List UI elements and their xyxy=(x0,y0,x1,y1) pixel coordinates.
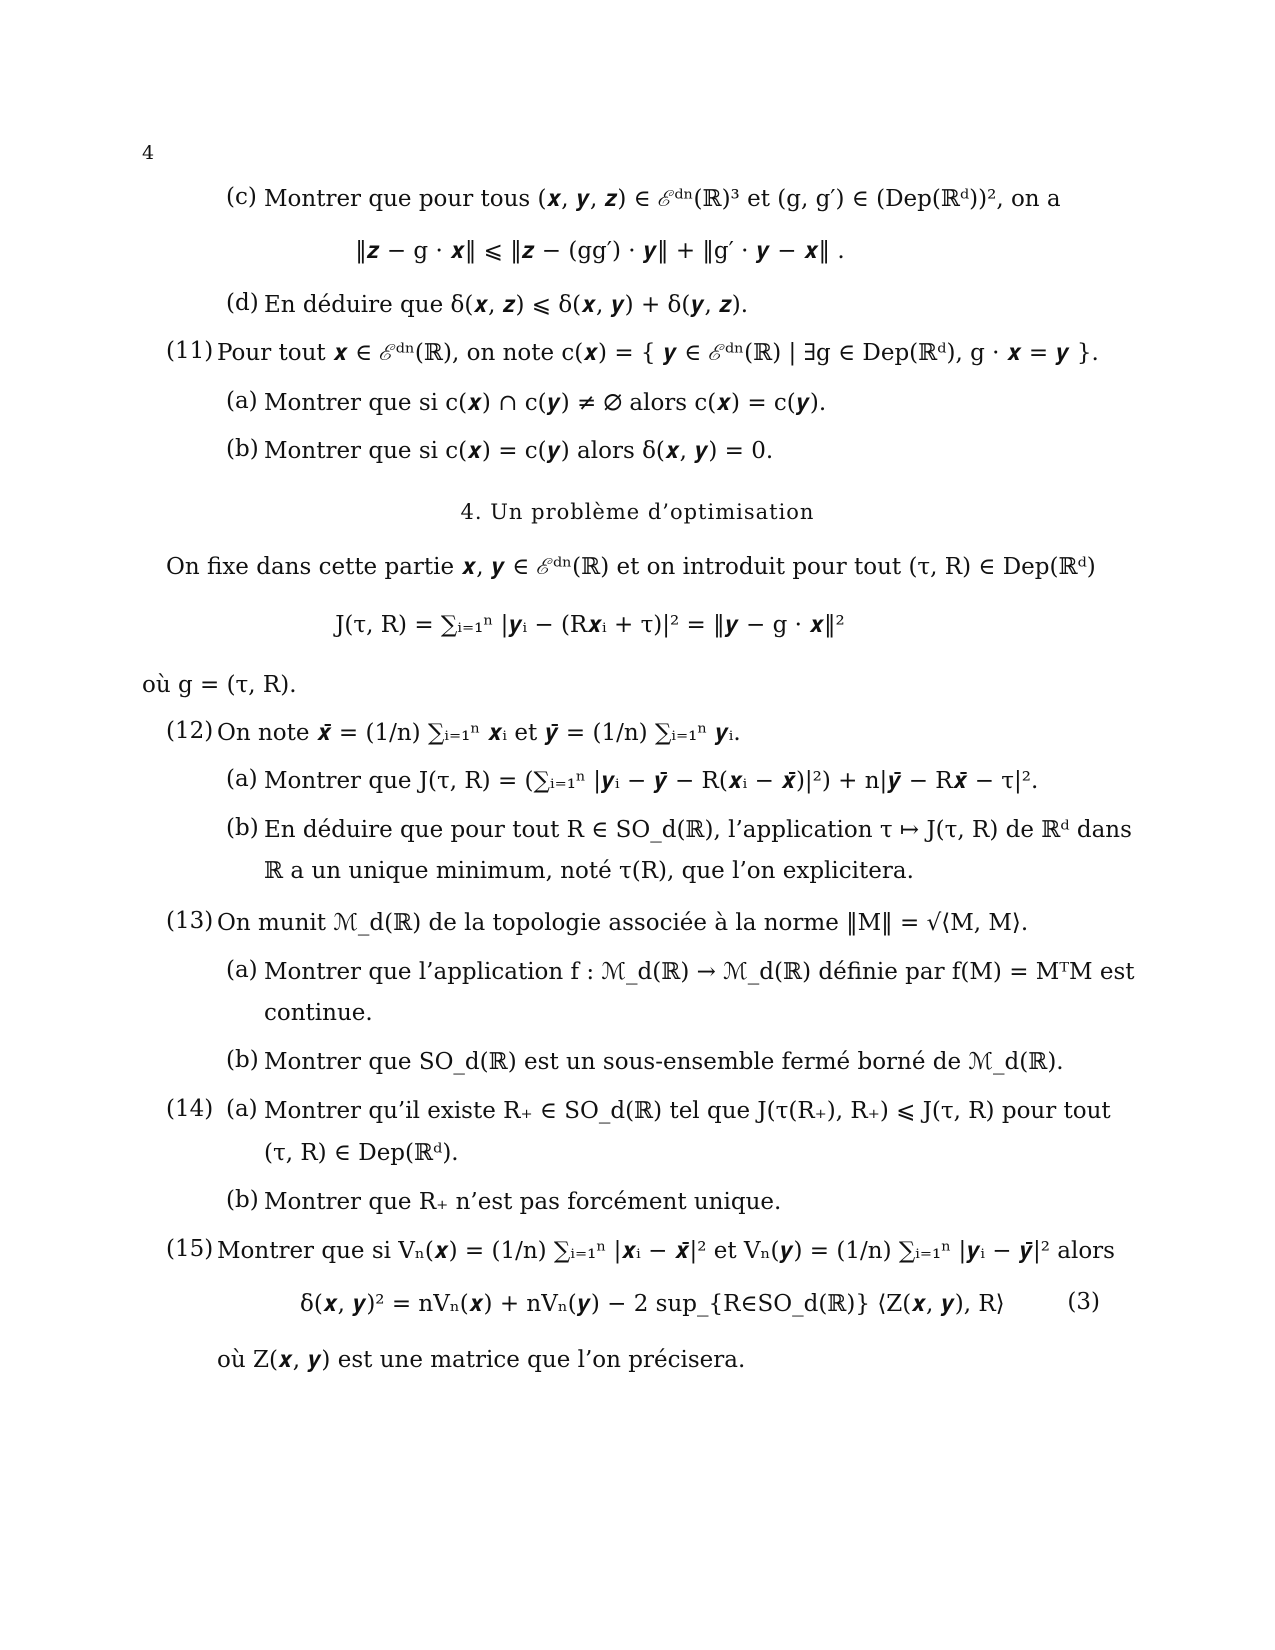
item-c-equation: ‖𝒛 − g · 𝒙‖ ⩽ ‖𝒛 − (gg′) · 𝒚‖ + ‖g′ · 𝒚 − 𝒙‖ . xyxy=(355,238,845,264)
q13-a-text-1: Montrer que l’application f : ℳ_d(ℝ) → ℳ_d(ℝ) définie par f(M) = MᵀM est xyxy=(264,959,1135,985)
q11-b-text: Montrer que si c(𝒙) = c(𝒚) alors δ(𝒙, 𝒚) = 0. xyxy=(264,438,774,464)
q12-b-text-2: ℝ a un unique minimum, noté τ(R), que l’on explicitera. xyxy=(264,858,914,884)
q11-a-label: (a) xyxy=(226,388,258,414)
q14-a-text-2: (τ, R) ∈ Dep(ℝᵈ). xyxy=(264,1140,459,1166)
page-number: 4 xyxy=(142,142,155,164)
q12-b-label: (b) xyxy=(226,815,259,841)
q13-b-text: Montrer que SO_d(ℝ) est un sous-ensemble fermé borné de ℳ_d(ℝ). xyxy=(264,1049,1064,1075)
q12-text: On note 𝒙̄ = (1/n) ∑ᵢ₌₁ⁿ 𝒙ᵢ et 𝒚̄ = (1/n) ∑ᵢ₌₁ⁿ 𝒚ᵢ. xyxy=(217,720,741,746)
q11-a-text: Montrer que si c(𝒙) ∩ c(𝒚) ≠ ∅ alors c(𝒙) = c(𝒚). xyxy=(264,390,827,416)
section-heading: 4. Un problème d’optimisation xyxy=(460,500,815,524)
item-c-label: (c) xyxy=(226,184,257,210)
q13-a-text-2: continue. xyxy=(264,1000,373,1026)
intro-after: où g = (τ, R). xyxy=(142,672,297,698)
q12-a-text: Montrer que J(τ, R) = (∑ᵢ₌₁ⁿ |𝒚ᵢ − 𝒚̄ − R(𝒙ᵢ − 𝒙̄)|²) + n|𝒚̄ − R𝒙̄ − τ|². xyxy=(264,768,1039,794)
q11-label: (11) xyxy=(166,338,214,364)
q12-b-text-1: En déduire que pour tout R ∈ SO_d(ℝ), l’application τ ↦ J(τ, R) de ℝᵈ dans xyxy=(264,817,1132,843)
q11-b-label: (b) xyxy=(226,436,259,462)
q15-after: où Z(𝒙, 𝒚) est une matrice que l’on précisera. xyxy=(217,1347,746,1373)
q14-label: (14) xyxy=(166,1096,214,1122)
q12-label: (12) xyxy=(166,718,214,744)
q15-text: Montrer que si Vₙ(𝒙) = (1/n) ∑ᵢ₌₁ⁿ |𝒙ᵢ − 𝒙̄|² et Vₙ(𝒚) = (1/n) ∑ᵢ₌₁ⁿ |𝒚ᵢ − 𝒚̄|² alors xyxy=(217,1238,1115,1264)
item-d-text: En déduire que δ(𝒙, 𝒛) ⩽ δ(𝒙, 𝒚) + δ(𝒚, 𝒛). xyxy=(264,292,749,318)
q13-a-label: (a) xyxy=(226,957,258,983)
q13-text: On munit ℳ_d(ℝ) de la topologie associée à la norme ‖M‖ = √⟨M, M⟩. xyxy=(217,910,1029,936)
equation-number: (3) xyxy=(1067,1289,1100,1315)
q14-a-label: (a) xyxy=(226,1096,258,1122)
q14-a-text-1: Montrer qu’il existe R₊ ∈ SO_d(ℝ) tel que J(τ(R₊), R₊) ⩽ J(τ, R) pour tout xyxy=(264,1098,1111,1124)
q13-label: (13) xyxy=(166,908,214,934)
q13-b-label: (b) xyxy=(226,1047,259,1073)
q15-equation: δ(𝒙, 𝒚)² = nVₙ(𝒙) + nVₙ(𝒚) − 2 sup_{R∈SO_d(ℝ)} ⟨Z(𝒙, 𝒚), R⟩ xyxy=(300,1291,1005,1317)
q12-a-label: (a) xyxy=(226,766,258,792)
intro-equation: J(τ, R) = ∑ᵢ₌₁ⁿ |𝒚ᵢ − (R𝒙ᵢ + τ)|² = ‖𝒚 − g · 𝒙‖² xyxy=(335,612,845,638)
item-c-text: Montrer que pour tous (𝒙, 𝒚, 𝒛) ∈ ℰᵈⁿ(ℝ)³ et (g, g′) ∈ (Dep(ℝᵈ))², on a xyxy=(264,186,1061,212)
item-d-label: (d) xyxy=(226,290,259,316)
q15-label: (15) xyxy=(166,1236,214,1262)
q11-text: Pour tout 𝒙 ∈ ℰᵈⁿ(ℝ), on note c(𝒙) = { 𝒚 ∈ ℰᵈⁿ(ℝ) | ∃g ∈ Dep(ℝᵈ), g · 𝒙 = 𝒚 }. xyxy=(217,340,1099,366)
q14-b-text: Montrer que R₊ n’est pas forcément unique. xyxy=(264,1189,782,1215)
intro-text: On fixe dans cette partie 𝒙, 𝒚 ∈ ℰᵈⁿ(ℝ) et on introduit pour tout (τ, R) ∈ Dep(ℝᵈ) xyxy=(166,554,1096,580)
q14-b-label: (b) xyxy=(226,1187,259,1213)
